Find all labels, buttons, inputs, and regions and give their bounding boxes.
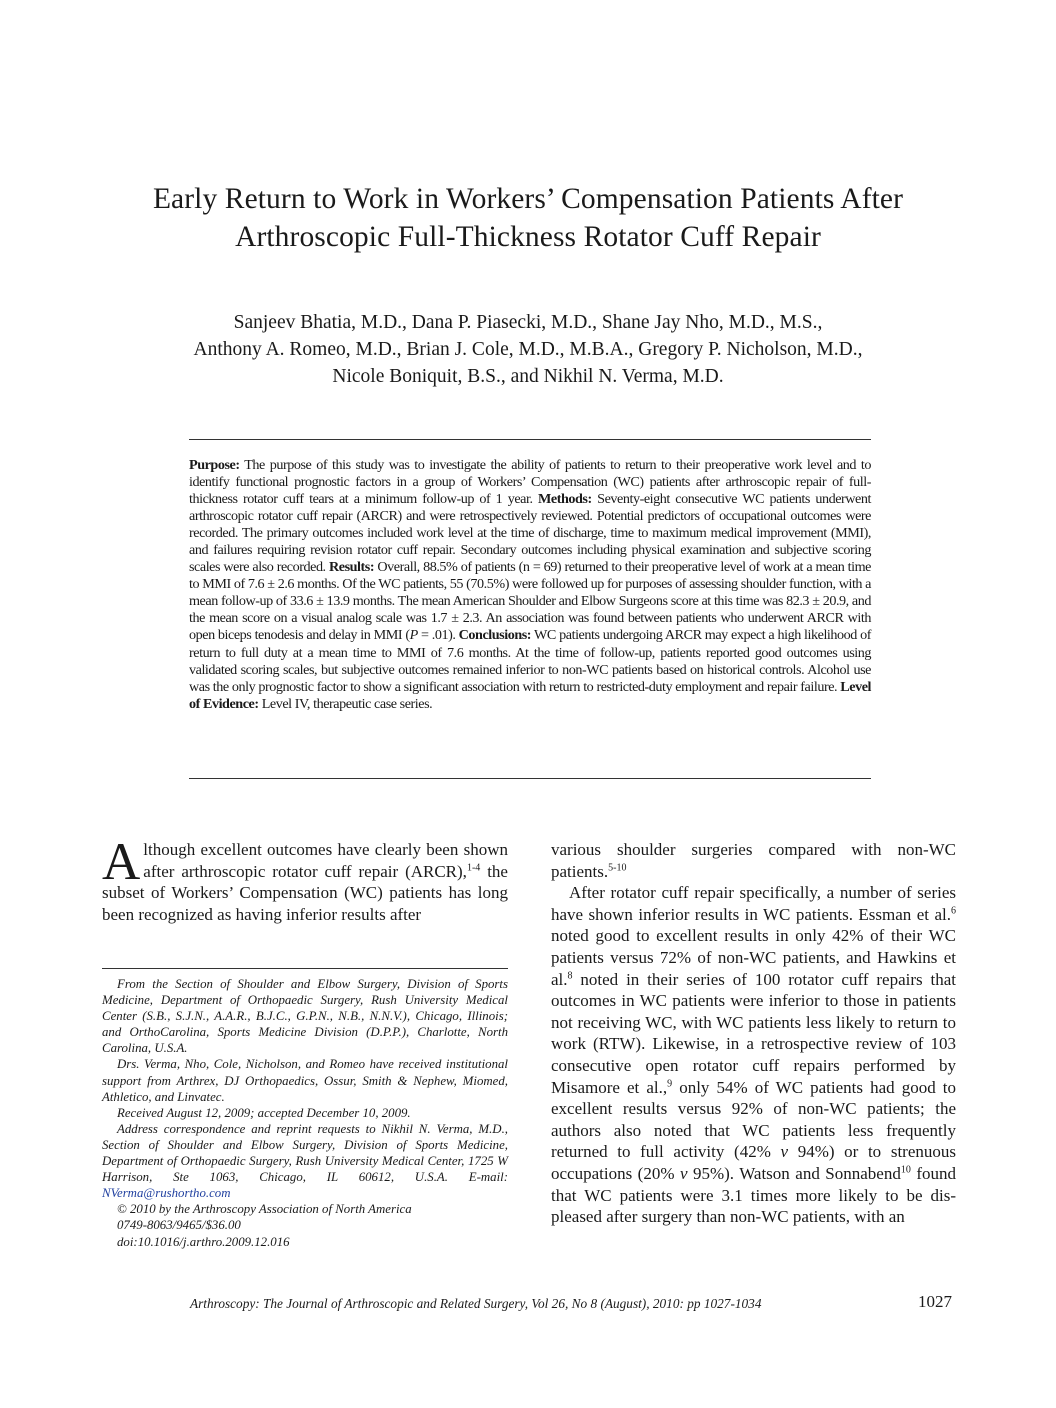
journal-footer: Arthroscopy: The Journal of Arthroscopic and Related Surgery, Vol 26, No 8 (August), 2010: pp 1027-1034: [190, 1296, 762, 1311]
citation-10: 10: [900, 1164, 911, 1176]
purpose-text: The purpose of this study was to investigate the ability of patients to return to their preoperative work level and to identify functional prognostic factors in a group of Workers’ Compensation (WC) patients after arthroscopic repair of full-thickness rotator cuff tears at a minimum follow-up of 1 year.: [189, 457, 871, 508]
level-of-evidence-text: Level IV, therapeutic case series.: [258, 695, 433, 712]
text-segment: found that WC patients were 3.1 times more likely to be dis-pleased after surgery than non-WC patients, with an: [551, 1163, 956, 1227]
text-segment: noted in their series of 100 rotator cuff repairs that outcomes in WC patients were inferior to those in patients not receiving WC, with WC patients less likely to return to work (RTW). Likewise, in a retrospective review of 103 consecutive open rotator cuff repairs performed by Misamore et al.,: [551, 969, 956, 1097]
correspondence-address: Address correspondence and reprint requests to Nikhil N. Verma, M.D., Section of Shoulder and Elbow Surgery, Division of Sports Medicine, Department of Orthopaedic Surgery, Rush University Medical Center, 1725 W Harrison, Ste 1063, Chicago, IL 60612, U.S.A. E-mail:: [102, 1121, 508, 1185]
citation-5-10: 5-10: [608, 861, 627, 873]
intro-text: lthough excellent outcomes have clearly been shown after arthroscopic rotator cuff repair (ARCR),: [143, 840, 508, 881]
correspondence-note: [102, 1121, 508, 1201]
level-of-evidence-label: Level of Evidence:: [189, 678, 871, 712]
issn-note: 0749-8063/9465/$36.00: [117, 1218, 241, 1233]
abstract-top-rule: [189, 439, 871, 440]
paragraph-rotator-cuff: [551, 882, 956, 1228]
methods-label: Methods:: [537, 491, 592, 508]
drop-cap: A: [102, 833, 141, 891]
results-text-end: = .01).: [417, 627, 459, 644]
text-segment: 94%) or to strenuous occupations (20%: [551, 1142, 956, 1183]
text-segment: After rotator cuff repair specifically, a number of series have shown inferior results in WC patients. Essman et al.: [551, 883, 956, 924]
title-line-2: Arthroscopic Full-Thickness Rotator Cuff Repair: [235, 221, 821, 253]
conclusions-label: Conclusions:: [458, 627, 532, 644]
results-text: Overall, 88.5% of patients (n = 69) returned to their preoperative level of work at a mean time to MMI of 7.6 ± 2.6 months. Of the WC patients, 55 (70.5%) were followed up for purposes of assessing shoulder function, with a mean follow-up of 33.6 ± 13.9 months. The mean American Shoulder and Elbow Surgeons score at this time was 82.3 ± 20.9, and the mean score on a visual analog scale was 1.7 ± 2.3. An association was found between patients who underwent ARCR with open biceps tenodesis and delay in MMI (: [189, 559, 871, 644]
affiliation-note: From the Section of Shoulder and Elbow Surgery, Division of Sports Medicine, Department of Orthopaedic Surgery, Rush University Medical Center (S.B., S.J.N., A.A.R., B.J.C., G.P.N., N.B., N.N.V.), Chicago, Illinois; and OrthoCarolina, Sports Medicine Division (D.P.P.), Charlotte, North Carolina, U.S.A.: [102, 977, 508, 1056]
text-segment: only 54% of WC patients had good to excellent results versus 92% of non-WC patients; the authors also noted that WC patients less frequently returned to full activity (42%: [551, 1077, 956, 1162]
doi-note: doi:10.1016/j.arthro.2009.12.016: [117, 1234, 290, 1249]
title-line-1: Early Return to Work in Workers’ Compensation Patients After: [152, 183, 904, 215]
purpose-label: Purpose:: [189, 457, 240, 473]
article-title: [60, 180, 996, 256]
footnotes: [102, 976, 508, 1250]
authors-line-2: Anthony A. Romeo, M.D., Brian J. Cole, M.D., M.B.A., Gregory P. Nicholson, M.D.,: [193, 339, 863, 360]
text-segment: 95%). Watson and Sonnabend: [687, 1163, 901, 1183]
received-note: Received August 12, 2009; accepted December 10, 2009.: [117, 1105, 411, 1120]
intro-text-cont: the subset of Workers’ Compensation (WC) patients has long been recognized as having inferior results after: [102, 861, 508, 924]
continued-text: various shoulder surgeries compared with non-WC patients.: [551, 840, 956, 881]
page-number: 1027: [918, 1292, 952, 1311]
authors-line-3: Nicole Boniquit, B.S., and Nikhil N. Verma, M.D.: [332, 366, 724, 387]
citation-8: 8: [567, 969, 573, 981]
authors-line-1: Sanjeev Bhatia, M.D., Dana P. Piasecki, M.D., Shane Jay Nho, M.D., M.S.,: [233, 312, 823, 333]
results-label: Results:: [328, 559, 375, 576]
abstract-bottom-rule: [189, 778, 871, 779]
citation-1-4: 1-4: [466, 861, 481, 873]
versus-symbol: v: [679, 1163, 688, 1183]
citation-6: 6: [951, 905, 956, 917]
p-value-symbol: P: [409, 627, 418, 644]
copyright-note: © 2010 by the Arthroscopy Association of North America: [117, 1202, 412, 1217]
continued-paragraph: [551, 839, 956, 882]
body-left-column: [102, 833, 508, 925]
text-segment: noted good to excellent results in only 42% of their WC patients versus 72% of non-WC patients, and Hawkins et al.: [551, 926, 956, 989]
methods-text: Seventy-eight consecutive WC patients underwent arthroscopic rotator cuff repair (ARCR) and were retrospectively reviewed. Potential predictors of occupational outcomes were recorded. The primary outcomes included work level at the time of discharge, time to maximum medical improvement (MMI), and failures requiring revision rotator cuff repair. Secondary outcomes including physical examination and subjective scoring scales were also recorded.: [189, 491, 871, 576]
email-link[interactable]: NVerma@rushortho.com: [102, 1186, 231, 1201]
footnote-rule: [102, 968, 508, 969]
citation-9: 9: [667, 1077, 673, 1089]
body-right-column: [551, 839, 956, 1228]
abstract: [189, 457, 871, 713]
versus-symbol: v: [780, 1142, 789, 1162]
conclusions-text: WC patients undergoing ARCR may expect a high likelihood of return to full duty at a mean time to MMI of 7.6 months. At the time of follow-up, patients reported good outcomes using validated scoring scales, but subjective outcomes remained inferior to non-WC patients based on historical controls. Alcohol use was the only prognostic factor to show a significant association with return to restricted-duty employment and repair failure.: [189, 627, 871, 695]
support-note: Drs. Verma, Nho, Cole, Nicholson, and Romeo have received institutional support from Arthrex, DJ Orthopaedics, Ossur, Smith & Nephew, Miomed, Athletico, and Linvatec.: [102, 1057, 508, 1104]
author-list: [60, 309, 996, 390]
